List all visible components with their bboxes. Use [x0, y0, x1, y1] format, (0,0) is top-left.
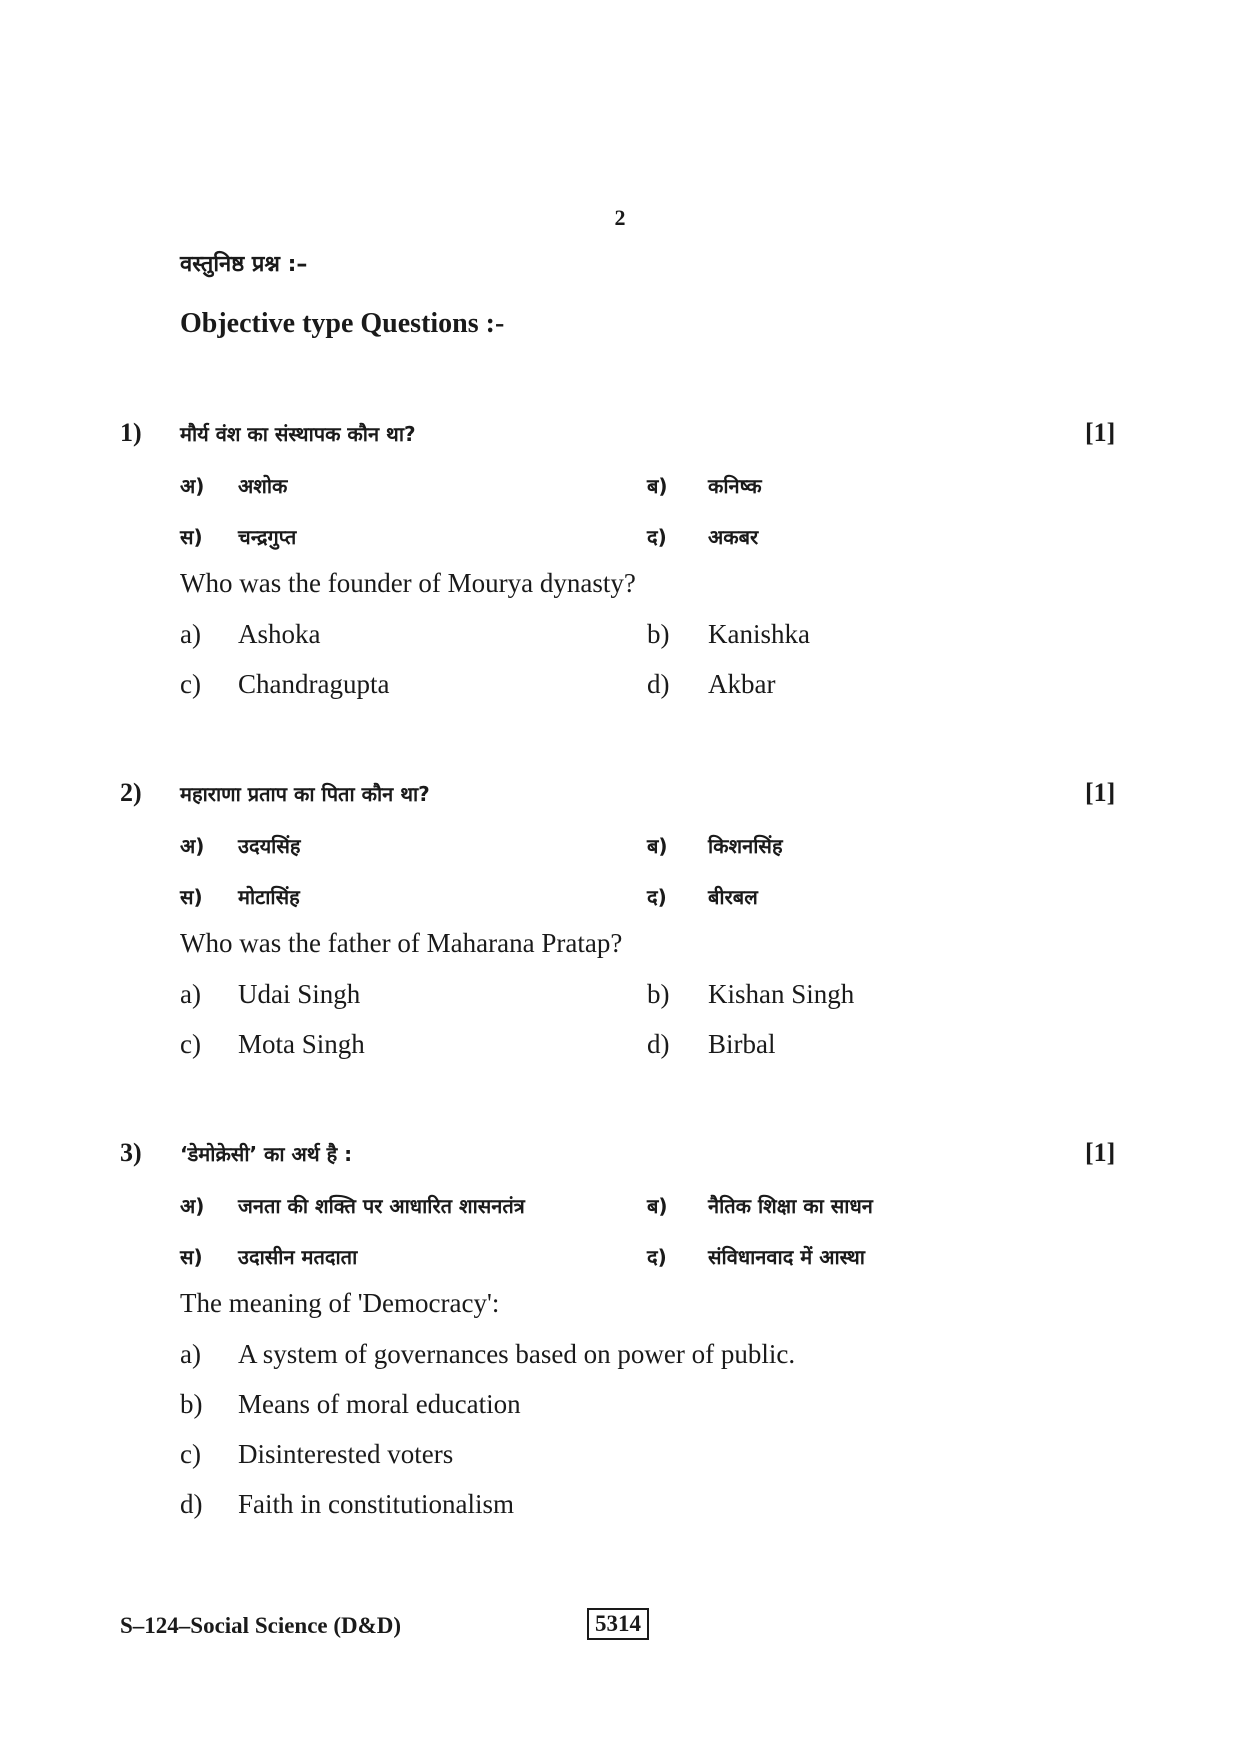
question-text-hindi: ‘डेमोक्रेसी’ का अर्थ है :	[180, 1142, 353, 1166]
option-label: ब)	[647, 1194, 668, 1218]
option-text: चन्द्रगुप्त	[238, 525, 297, 549]
option-label: d)	[647, 1029, 670, 1059]
option-text: कनिष्क	[708, 474, 762, 498]
option-label: b)	[647, 979, 670, 1009]
question-text-english: The meaning of 'Democracy':	[180, 1288, 500, 1318]
option-text: मोटासिंह	[238, 885, 300, 909]
option-text: Chandragupta	[238, 669, 390, 699]
option-text: नैतिक शिक्षा का साधन	[708, 1194, 873, 1218]
question-text-english: Who was the father of Maharana Pratap?	[180, 928, 623, 958]
section-title-english: Objective type Questions :-	[180, 308, 505, 339]
option-text: अशोक	[238, 474, 288, 498]
option-text: Means of moral education	[238, 1389, 521, 1419]
option-text: Faith in constitutionalism	[238, 1489, 514, 1519]
option-label: a)	[180, 619, 201, 649]
option-label: द)	[647, 1245, 667, 1269]
footer-paper-code: 5314	[587, 1608, 649, 1640]
question-marks: [1]	[1085, 778, 1116, 807]
option-text: Kishan Singh	[708, 979, 855, 1009]
option-label: a)	[180, 1339, 201, 1369]
question-text-hindi: मौर्य वंश का संस्थापक कौन था?	[180, 422, 416, 446]
option-label: ब)	[647, 474, 668, 498]
question-marks: [1]	[1085, 418, 1116, 447]
option-text: Mota Singh	[238, 1029, 365, 1059]
option-label: c)	[180, 669, 201, 699]
question-marks: [1]	[1085, 1138, 1116, 1167]
section-title-hindi: वस्तुनिष्ठ प्रश्न :–	[180, 252, 308, 277]
option-label: अ)	[180, 834, 205, 858]
option-text: Udai Singh	[238, 979, 361, 1009]
option-text: बीरबल	[708, 885, 758, 909]
option-text: किशनसिंह	[708, 834, 783, 858]
option-label: ब)	[647, 834, 668, 858]
option-text: Ashoka	[238, 619, 321, 649]
footer-subject: S–124–Social Science (D&D)	[120, 1613, 402, 1638]
option-label: a)	[180, 979, 201, 1009]
option-label: d)	[647, 669, 670, 699]
question-text-hindi: महाराणा प्रताप का पिता कौन था?	[180, 782, 430, 806]
option-label: अ)	[180, 1194, 205, 1218]
option-text: Akbar	[708, 669, 776, 699]
option-label: द)	[647, 885, 667, 909]
option-text: संविधानवाद में आस्था	[708, 1245, 865, 1269]
option-text: उदयसिंह	[238, 834, 301, 858]
option-label: c)	[180, 1029, 201, 1059]
option-label: d)	[180, 1489, 203, 1519]
option-text: Kanishka	[708, 619, 810, 649]
question-number: 1)	[120, 418, 142, 447]
option-label: b)	[180, 1389, 203, 1419]
option-label: b)	[647, 619, 670, 649]
question-number: 3)	[120, 1138, 142, 1167]
question-number: 2)	[120, 778, 142, 807]
option-text: उदासीन मतदाता	[238, 1245, 358, 1269]
option-label: स)	[180, 525, 203, 549]
option-text: जनता की शक्ति पर आधारित शासनतंत्र	[238, 1194, 525, 1218]
option-label: अ)	[180, 474, 205, 498]
option-text: A system of governances based on power of public.	[238, 1339, 796, 1369]
option-label: स)	[180, 1245, 203, 1269]
option-label: द)	[647, 525, 667, 549]
option-text: Birbal	[708, 1029, 776, 1059]
option-text: Disinterested voters	[238, 1439, 454, 1469]
option-label: c)	[180, 1439, 201, 1469]
option-label: स)	[180, 885, 203, 909]
page-number: 2	[614, 205, 626, 230]
question-text-english: Who was the founder of Mourya dynasty?	[180, 568, 636, 598]
option-text: अकबर	[708, 525, 759, 549]
